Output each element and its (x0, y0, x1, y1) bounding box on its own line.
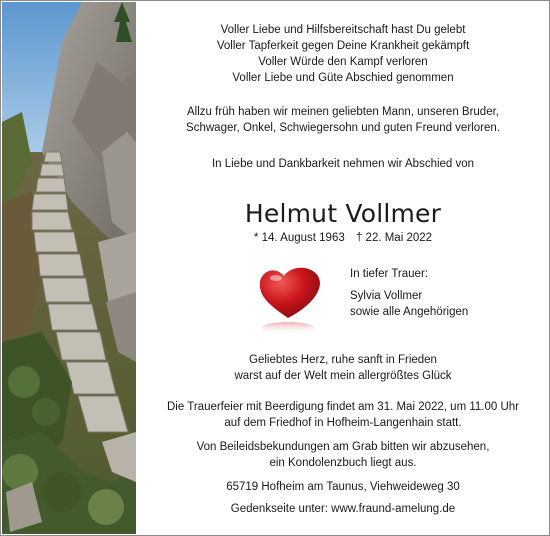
birth-date: * 14. August 1963 (253, 232, 345, 244)
loss-text-line: Allzu früh haben wir meinen geliebten Mann, unseren Bruder, (187, 106, 499, 118)
life-dates (138, 230, 548, 246)
notice-text (138, 0, 548, 536)
deceased-name: Helmut Vollmer (244, 199, 442, 228)
mourners-heading: In tiefer Trauer: (350, 268, 428, 280)
poem-line: Voller Liebe und Güte Abschied genommen (232, 72, 454, 84)
mourner-name: Sylvia Vollmer (350, 290, 423, 302)
verse-line: Geliebtes Herz, ruhe sanft in Frieden (249, 354, 437, 366)
mourner-name: sowie alle Angehörigen (350, 306, 469, 318)
poem-line: Voller Liebe und Hilfsbereitschaft hast Du gelebt (220, 24, 466, 36)
verse-line: warst auf der Welt mein allergrößtes Glück (234, 370, 452, 382)
address-text: 65719 Hofheim am Taunus, Viehweideweg 30 (226, 481, 460, 493)
memorial-page-link[interactable]: Gedenkseite unter: www.fraund-amelung.de (230, 503, 456, 515)
poem-line: Voller Würde den Kampf verloren (258, 56, 428, 68)
condolence-line: ein Kondolenzbuch liegt aus. (269, 457, 417, 469)
poem-line: Voller Tapferkeit gegen Deine Krankheit gekämpft (216, 40, 470, 52)
mountain-stairs-photo (2, 2, 136, 534)
heart-icon (254, 262, 326, 340)
death-date: † 22. Mai 2022 (355, 232, 433, 244)
farewell-text: In Liebe und Dankbarkeit nehmen wir Abschied von (211, 158, 475, 170)
service-line: Die Trauerfeier mit Beerdigung findet am 31. Mai 2022, um 11.00 Uhr (167, 401, 519, 413)
condolence-line: Von Beileidsbekundungen am Grab bitten wir abzusehen, (196, 441, 490, 453)
loss-text-line: Schwager, Onkel, Schwiegersohn und guten Freund verloren. (186, 122, 500, 134)
service-line: auf dem Friedhof in Hofheim-Langenhain statt. (224, 417, 462, 429)
